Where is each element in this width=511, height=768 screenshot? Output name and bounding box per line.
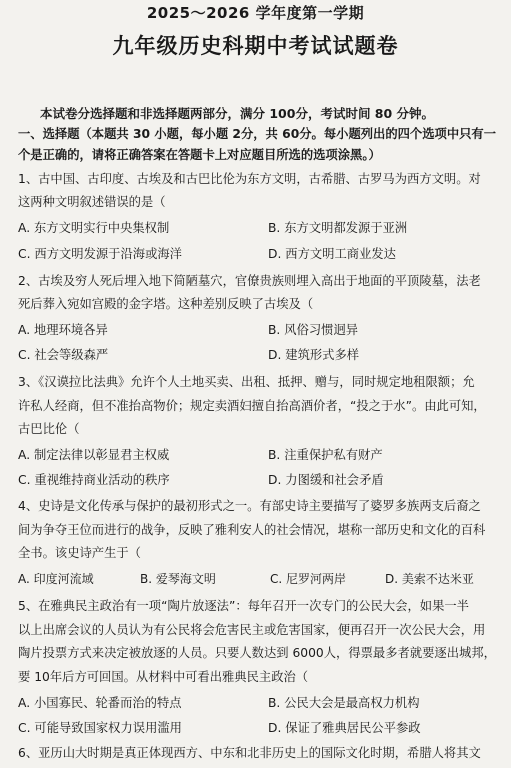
question-4-option-d: D. 美索不达米亚 — [385, 572, 474, 586]
term-heading: 2025～2026 学年度第一学期 — [146, 4, 365, 22]
question-5-option-a: A. 小国寡民、轮番而治的特点 — [18, 696, 182, 710]
question-5-option-d: D. 保证了雅典居民公平参政 — [268, 721, 421, 735]
question-3-option-a: A. 制定法律以彰显君主权威 — [18, 448, 170, 462]
question-2-line-2: 死后葬入宛如宫殿的金字塔。这种差别反映了古埃及（ — [18, 297, 314, 311]
question-4-option-a: A. 印度河流域 — [18, 572, 94, 586]
question-6-line-1: 6、亚历山大时期是真正体现西方、中东和北非历史上的国际文化时期，希腊人将其文 — [18, 746, 481, 760]
question-3-line-2: 许私人经商，但不准抬高物价；规定卖酒妇擅自抬高酒价者，“投之于水”。由此可知， — [18, 399, 486, 413]
question-2-option-c: C. 社会等级森严 — [18, 348, 109, 362]
question-2-option-a: A. 地理环境各异 — [18, 323, 108, 337]
question-1-line-1: 1、古中国、古印度、古埃及和古巴比伦为东方文明，古希腊、古罗马为西方文明。对 — [18, 172, 481, 186]
question-4-option-b: B. 爱琴海文明 — [140, 572, 216, 586]
exam-intro: 本试卷分选择题和非选择题两部分，满分 100分，考试时间 80 分钟。 — [40, 106, 435, 121]
question-1-option-d: D. 西方文明工商业发达 — [268, 247, 396, 261]
question-1-line-2: 这两种文明叙述错误的是（ — [18, 195, 166, 209]
question-3-option-d: D. 力图缓和社会矛盾 — [268, 473, 384, 487]
question-2-line-1: 2、古埃及穷人死后埋入地下简陋墓穴，官僚贵族则埋入高出于地面的平顶陵墓，法老 — [18, 274, 481, 288]
question-3-option-b: B. 注重保护私有财产 — [268, 448, 383, 462]
section-instructions-line-2: 个是正确的，请将正确答案在答题卡上对应题目所选的选项涂黑。） — [18, 148, 381, 162]
question-4-line-1: 4、史诗是文化传承与保护的最初形式之一。有部史诗主要描写了婆罗多族两支后裔之 — [18, 499, 481, 513]
question-5-line-4: 要 10年后方可回国。从材料中可看出雅典民主政治（ — [18, 670, 309, 684]
question-1-option-c: C. 西方文明发源于沿海或海洋 — [18, 247, 182, 261]
question-5-line-3: 陶片投票方式来决定被放逐的人员。只要人数达到 6000人，得票最多者就要逐出城邦， — [18, 646, 496, 660]
question-5-option-b: B. 公民大会是最高权力机构 — [268, 696, 420, 710]
question-3-line-1: 3、《汉谟拉比法典》允许个人土地买卖、出租、抵押、赠与，同时规定地租限额；允 — [18, 375, 475, 389]
exam-title: 九年级历史科期中考试试题卷 — [112, 34, 399, 58]
question-3-option-c: C. 重视维持商业活动的秩序 — [18, 473, 170, 487]
question-2-option-b: B. 风俗习惯迥异 — [268, 323, 359, 337]
question-4-option-c: C. 尼罗河两岸 — [270, 572, 347, 586]
section-instructions-line-1: 一、选择题（本题共 30 小题，每小题 2分，共 60分。每小题列出的四个选项中只有一 — [18, 127, 497, 141]
question-5-option-c: C. 可能导致国家权力误用滥用 — [18, 721, 182, 735]
question-2-option-d: D. 建筑形式多样 — [268, 348, 360, 362]
question-1-option-a: A. 东方文明实行中央集权制 — [18, 221, 170, 235]
question-4-line-2: 间为争夺王位而进行的战争，反映了雅利安人的社会情况，堪称一部历史和文化的百科 — [18, 523, 486, 537]
question-5-line-1: 5、在雅典民主政治有一项“陶片放逐法”：每年召开一次专门的公民大会，如果一半 — [18, 599, 469, 613]
question-4-line-3: 全书。该史诗产生于（ — [18, 546, 141, 560]
question-5-line-2: 以上出席会议的人员认为有公民将会危害民主或危害国家，便再召开一次公民大会，用 — [18, 623, 486, 637]
question-1-option-b: B. 东方文明都发源于亚洲 — [268, 221, 408, 235]
question-3-line-3: 古巴比伦（ — [18, 422, 80, 436]
